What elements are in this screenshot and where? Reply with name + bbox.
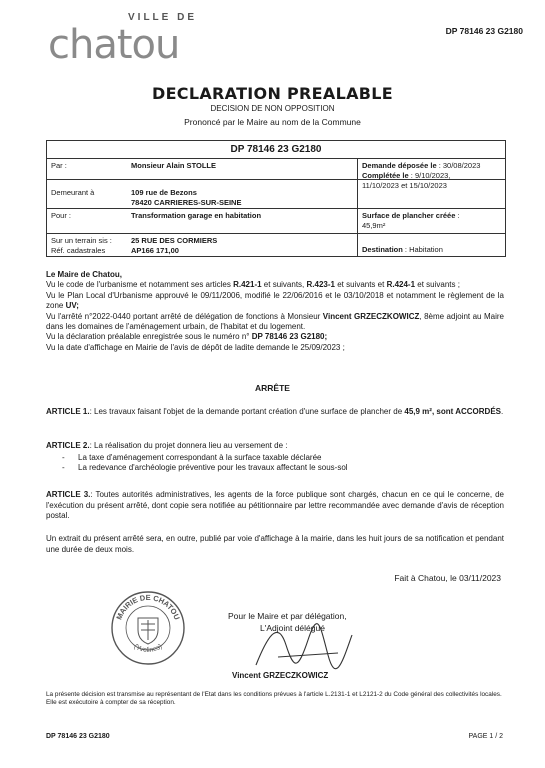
vu-affichage: Vu la date d'affichage en Mairie de l'avis de dépôt de ladite demande le 25/09/2023 ; (46, 342, 345, 352)
logo-ville-de: VILLE DE (128, 12, 198, 23)
handwritten-signature (248, 615, 358, 675)
svg-text:MAIRIE DE CHATOU (114, 593, 181, 621)
signatory-name: Vincent GRZECZKOWICZ (232, 671, 329, 680)
decision-subtitle: DECISION DE NON OPPOSITION (210, 104, 335, 113)
stamp-top-text: MAIRIE DE CHATOU (114, 592, 182, 622)
stamp-bottom-text: (Yvelines) (132, 643, 164, 655)
floor-area-colon: : (455, 211, 460, 220)
label-par: Par : (51, 161, 67, 170)
label-cadastral: Réf. cadastrales (51, 246, 106, 255)
arrete-heading: ARRÊTE (255, 383, 290, 393)
legal-notice: La présente décision est transmise au représentant de l'Etat dans les conditions prévues à l'article L.2131-1 et L2121-2 du Code général des collectivités locales. Elle est exécutoire à compter de sa réception. (46, 691, 502, 707)
signed-date: Fait à Chatou, le 03/11/2023 (394, 573, 501, 583)
dossier-number: DP 78146 23 G2180 (47, 141, 505, 159)
city-logo (48, 12, 208, 72)
logo-name: chatou (48, 22, 180, 68)
dossier-table (46, 140, 506, 257)
maire-heading: Le Maire de Chatou, (46, 270, 123, 279)
applicant-street: 109 rue de Bezons (131, 188, 197, 197)
mairie-stamp (110, 590, 186, 666)
land-address: 25 RUE DES CORMIERS (131, 236, 218, 245)
label-pour: Pour : (51, 211, 72, 220)
vu-plu: Vu le Plan Local d'Urbanisme approuvé le 09/11/2006, modifié le 22/06/2016 et le 03/10/2018 et notamment le règlement de la zone UV; (46, 290, 504, 311)
completed-dates-more: 11/10/2023 et 15/10/2023 (362, 181, 447, 190)
publication-note: Un extrait du présent arrêté sera, en outre, publié par voie d'affichage à la mairie, dans les huit jours de sa notification et pendant une durée de deux mois. (46, 534, 504, 554)
tax-list (46, 453, 504, 474)
destination-value: : Habitation (402, 245, 443, 254)
table-row-purpose (47, 209, 505, 234)
applicant-city: 78420 CARRIERES-SUR-SEINE (131, 198, 242, 207)
reference-bottom: DP 78146 23 G2180 (46, 733, 110, 740)
vu-arrete-delegation: Vu l'arrêté n°2022-0440 portant arrêté de délégation de fonctions à Monsieur Vincent GRZECZKOWICZ, 8ème adjoint au Maire dans les domaines de l'aménagement urbain, de l'habitat et du logement. (46, 311, 504, 332)
svg-text:(Yvelines) (132, 643, 163, 654)
document-title: DECLARATION PREALABLE (152, 84, 393, 103)
page-number: PAGE 1 / 2 (468, 733, 503, 740)
table-row-applicant (47, 159, 505, 190)
adjoint-line: L'Adjoint délégué (260, 623, 325, 633)
article-3: ARTICLE 3.: Toutes autorités administratives, les agents de la force publique sont chargés, chacun en ce qui le concerne, de l'exécution du présent arrêté, dont copie sera notifiée au pétitionnaire par lettre recommandée avec demande d'avis de réception postal. (46, 490, 505, 520)
article-2-label: ARTICLE 2. (46, 441, 90, 450)
article-3-label: ARTICLE 3. (46, 490, 91, 499)
coat-of-arms-icon (138, 618, 158, 644)
label-request-date: Demande déposée le (362, 161, 437, 170)
list-item: - La taxe d'aménagement correspondant à la surface taxable déclarée (78, 453, 504, 464)
vu-declaration: Vu la déclaration préalable enregistrée sous le numéro n° DP 78146 23 G2180; (46, 332, 328, 342)
label-floor-area: Surface de plancher créée (362, 211, 456, 220)
completed-date: : 9/10/2023, (408, 171, 451, 180)
label-completed: Complétée le (362, 171, 409, 180)
label-terrain: Sur un terrain sis : (51, 236, 112, 245)
table-row-land (47, 234, 505, 256)
legal-preamble (46, 270, 504, 353)
request-dates (357, 159, 505, 190)
list-item: - La redevance d'archéologie préventive pour les travaux affectant le sous-sol (78, 463, 504, 474)
floor-area-value: 45,9m² (362, 221, 386, 230)
article-1: ARTICLE 1.: Les travaux faisant l'objet de la demande portant création d'une surface de plancher de 45,9 m², sont ACCORDÉS. (46, 407, 504, 416)
cadastral-ref: AP166 171,00 (131, 246, 179, 255)
pronounced-subtitle: Prononcé par le Maire au nom de la Commune (184, 117, 361, 127)
article-2: ARTICLE 2.: La réalisation du projet donnera lieu au versement de : - La taxe d'aménagement correspondant à la surface taxable déclarée - La redevance d'archéologie préventive pour les travaux affectant le sous-sol (46, 441, 504, 474)
request-date: : 30/08/2023 (436, 161, 481, 170)
project-purpose: Transformation garage en habitation (131, 211, 262, 220)
reference-top: DP 78146 23 G2180 (445, 26, 523, 36)
label-demeurant: Demeurant à (51, 188, 95, 197)
label-destination: Destination (362, 245, 403, 254)
delegation-line: Pour le Maire et par délégation, (228, 611, 347, 621)
applicant-name: Monsieur Alain STOLLE (131, 161, 217, 170)
vu-code-urbanisme: Vu le code de l'urbanisme et notamment ses articles R.421-1 et suivants, R.423-1 et suivants et R.424-1 et suivants ; (46, 280, 460, 290)
article-1-label: ARTICLE 1. (46, 407, 90, 416)
